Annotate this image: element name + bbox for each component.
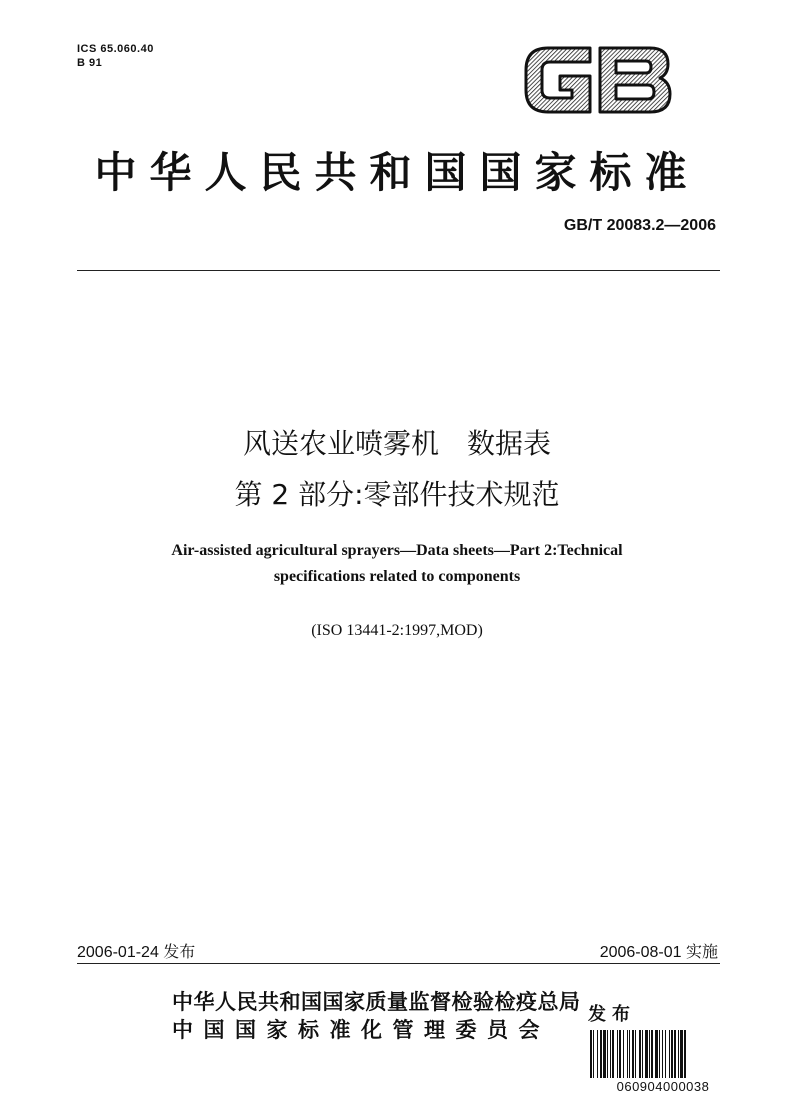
standard-number: GB/T 20083.2—2006 [563, 217, 716, 234]
header-divider [77, 270, 720, 271]
barcode-icon [590, 1030, 736, 1078]
classification-codes [77, 42, 154, 70]
footer-divider [77, 963, 720, 964]
english-title-line-1: Air-assisted agricultural sprayers—Data sheets—Part 2:Technical [171, 542, 623, 559]
iso-reference: (ISO 13441-2:1997,MOD) [311, 622, 483, 639]
english-title-line-2: specifications related to components [273, 568, 521, 585]
gb-logo-icon [520, 40, 676, 118]
chinese-title-line-2: 第 2 部分:零部件技术规范 [234, 478, 560, 511]
publish-label: 发布 [588, 1004, 636, 1025]
ccs-code: B 91 [77, 57, 103, 69]
ics-code: ICS 65.060.40 [77, 43, 154, 55]
chinese-title-line-1: 风送农业喷雾机 数据表 [242, 427, 551, 460]
implementation-date: 2006-08-01 实施 [599, 944, 718, 961]
national-standard-title: 中华人民共和国国家标准 [94, 148, 700, 197]
issuer-line-2: 中国国家标准化管理委员会 [172, 1018, 550, 1042]
issue-date: 2006-01-24 发布 [77, 944, 196, 961]
issuer-line-1: 中华人民共和国国家质量监督检验检疫总局 [172, 990, 581, 1014]
barcode-number: 060904000038 [616, 1079, 710, 1094]
